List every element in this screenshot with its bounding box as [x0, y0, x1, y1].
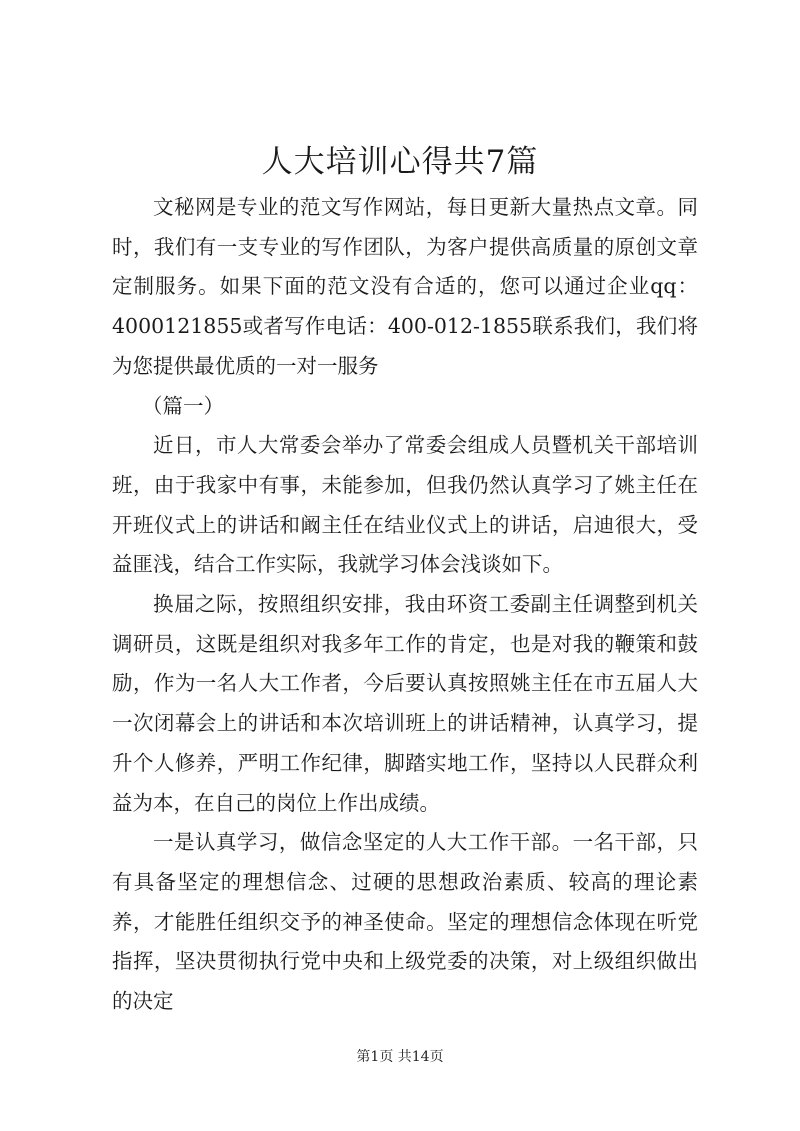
page-number-footer: 第1页 共14页	[356, 1049, 444, 1065]
body-paragraph: 近日，市人大常委会举办了常委会组成人员暨机关干部培训班，由于我家中有事，未能参加，但我仍然认真学习了姚主任在开班仪式上的讲话和阚主任在结业仪式上的讲话，启迪很大，受益匪浅，结合工作实际，我就学习体会浅谈如下。	[112, 433, 698, 577]
body-paragraph: 换届之际，按照组织安排，我由环资工委副主任调整到机关调研员，这既是组织对我多年工作的肯定，也是对我的鞭策和鼓励，作为一名人大工作者，今后要认真按照姚主任在市五届人大一次闭幕会上的讲话和本次培训班上的讲话精神，认真学习，提升个人修养，严明工作纪律，脚踏实地工作，坚持以人民群众利益为本，在自己的岗位上作出成绩。	[112, 592, 698, 815]
intro-paragraph: 文秘网是专业的范文写作网站，每日更新大量热点文章。同时，我们有一支专业的写作团队，为客户提供高质量的原创文章定制服务。如果下面的范文没有合适的，您可以通过企业qq：4000121855或者写作电话：400-012-1855联系我们，我们将为您提供最优质的一对一服务	[112, 195, 698, 378]
body-paragraph: 一是认真学习，做信念坚定的人大工作干部。一名干部，只有具备坚定的理想信念、过硬的思想政治素质、较高的理论素养，才能胜任组织交予的神圣使命。坚定的理想信念体现在听党指挥，坚决贯彻执行党中央和上级党委的决策，对上级组织做出的决定	[112, 830, 698, 1014]
section-heading: （篇一）	[142, 393, 224, 418]
document-body	[112, 188, 698, 1022]
document-title: 人大培训心得共7篇	[261, 144, 539, 180]
